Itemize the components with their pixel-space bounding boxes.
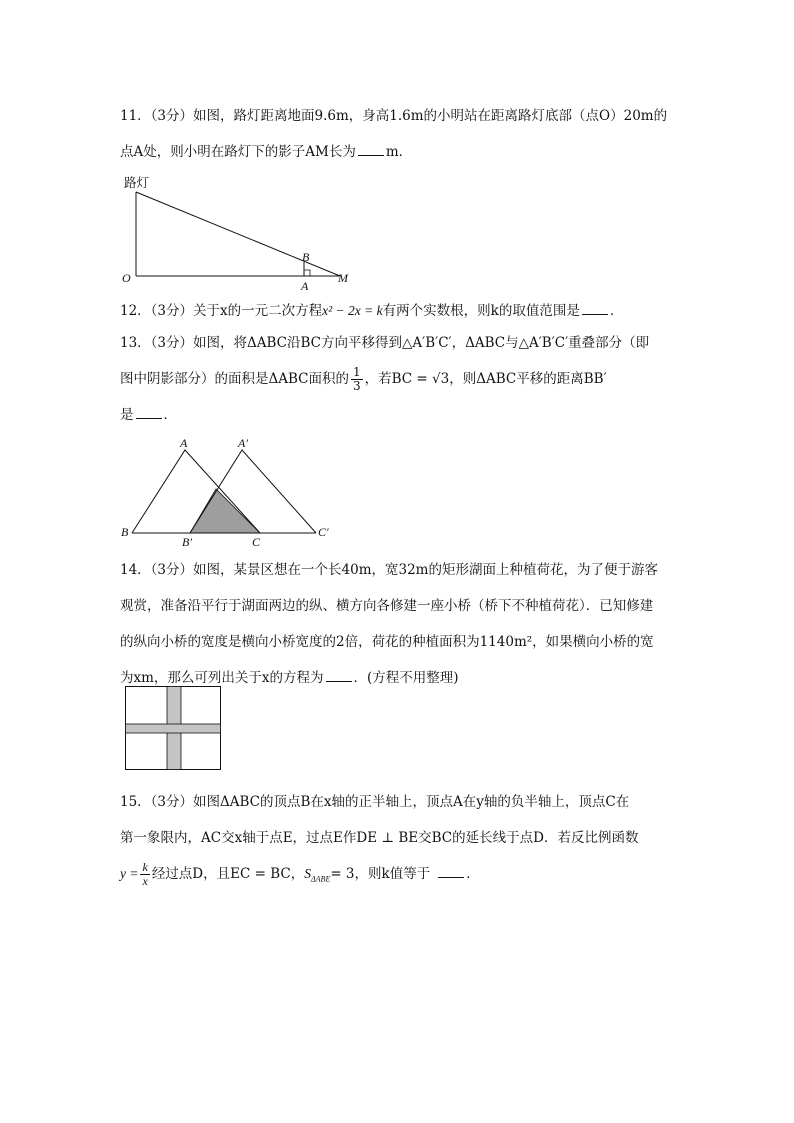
q12-end: ．: [609, 303, 624, 319]
fraction-k-over-x: [140, 861, 149, 888]
q15-y-equals: y =: [120, 866, 139, 881]
q11-line2-text: 点A处，则小明在路灯下的影子AM长为: [120, 144, 356, 160]
question-13: [120, 325, 676, 433]
q13-line2: [120, 361, 676, 397]
fig13-label-A-prime: A′: [238, 436, 248, 450]
fig13-overlap-shaded: [190, 489, 260, 533]
question-14: [120, 552, 676, 696]
frac-denominator: 3: [353, 379, 361, 393]
q12-text-post: 有两个实数根，则k的取值范围是: [382, 303, 580, 319]
q14-line4-post: ．(方程不用整理): [353, 670, 459, 686]
q11-line2: [120, 134, 676, 170]
q13-line3-text: 是: [120, 407, 134, 423]
question-15: [120, 784, 676, 898]
q14-line4-text: 为xm，那么可列出关于x的方程为: [120, 670, 324, 686]
fig13-label-B-prime: B′: [182, 535, 192, 549]
q12-text: 12．（3分）关于x的一元二次方程: [120, 303, 323, 319]
q13-line3-end: ．: [163, 407, 177, 423]
fig13-label-C: C: [252, 535, 261, 549]
fig11-light-ray: [136, 192, 340, 276]
q11-line2-unit: m．: [385, 144, 413, 160]
area-subscript: ΔABE: [310, 874, 331, 884]
figure-11-streetlight: [118, 170, 358, 293]
frac-k: k: [142, 860, 148, 874]
frac-x: x: [142, 874, 148, 888]
q11-line1: 11．（3分）如图，路灯距离地面9.6m，身高1.6m的小明站在距离路灯底部（点O）20m的: [120, 108, 668, 124]
answer-blank-15[interactable]: [438, 863, 464, 878]
q13-line2-post: ，若BC = √3，则ΔABC平移的距离BB′: [364, 371, 607, 387]
q15-line3-text: 经过点D，且EC = BC，: [151, 866, 305, 882]
answer-blank-12[interactable]: [582, 300, 608, 315]
fraction-one-third: [351, 366, 363, 393]
q15-line3: [120, 856, 676, 898]
q14-line2: 观赏，准备沿平行于湖面两边的纵、横方向各修建一座小桥（桥下不种植荷花）．已知修建: [120, 598, 654, 614]
fig13-label-A: A: [180, 436, 188, 450]
q14-line3: 的纵向小桥的宽度是横向小桥宽度的2倍，荷花的种植面积为1140m²，如果横向小桥的宽: [120, 634, 654, 650]
fig11-label-M: M: [338, 271, 348, 285]
q15-line2: 第一象限内，AC交x轴于点E，过点E作DE ⊥ BE交BC的延长线于点D．若反比例函数: [120, 830, 639, 846]
q12-equation: x² − 2x = k: [322, 303, 383, 318]
fig11-label-O: O: [122, 271, 131, 285]
answer-blank-11[interactable]: [358, 141, 384, 156]
figure-13-translated-triangles: [118, 432, 338, 552]
answer-blank-13[interactable]: [136, 404, 162, 419]
area-symbol: S: [304, 866, 311, 881]
q13-line1: 13．（3分）如图，将ΔABC沿BC方向平移得到△A′B′C′，ΔABC与△A′B′C′重叠部分（即: [120, 335, 650, 351]
fig11-label-A: A: [301, 279, 309, 293]
answer-blank-14[interactable]: [326, 667, 352, 682]
q12-line: [120, 293, 676, 329]
q13-line2-text: 图中阴影部分）的面积是ΔABC面积的: [120, 371, 349, 387]
fig13-label-B: B: [121, 525, 129, 539]
fig11-label-B: B: [302, 250, 310, 264]
q15-line3-post: = 3，则k值等于: [330, 866, 431, 882]
figure-14-lake-bridges: [125, 686, 223, 772]
frac-numerator: 1: [353, 365, 361, 379]
question-11: [120, 98, 676, 170]
q13-line3: [120, 397, 676, 433]
q15-line1: 15．（3分）如图ΔABC的顶点B在x轴的正半轴上，顶点A在y轴的负半轴上，顶点C在: [120, 794, 630, 810]
question-12: [120, 293, 676, 329]
fig11-lamp-label: 路灯: [124, 175, 150, 190]
fig13-label-C-prime: C′: [318, 525, 329, 539]
q14-line1: 14．（3分）如图，某景区想在一个长40m，宽32m的矩形湖面上种植荷花，为了便于游客: [120, 562, 658, 578]
fig11-right-angle: [304, 270, 310, 276]
q15-line3-end: ．: [466, 866, 480, 882]
